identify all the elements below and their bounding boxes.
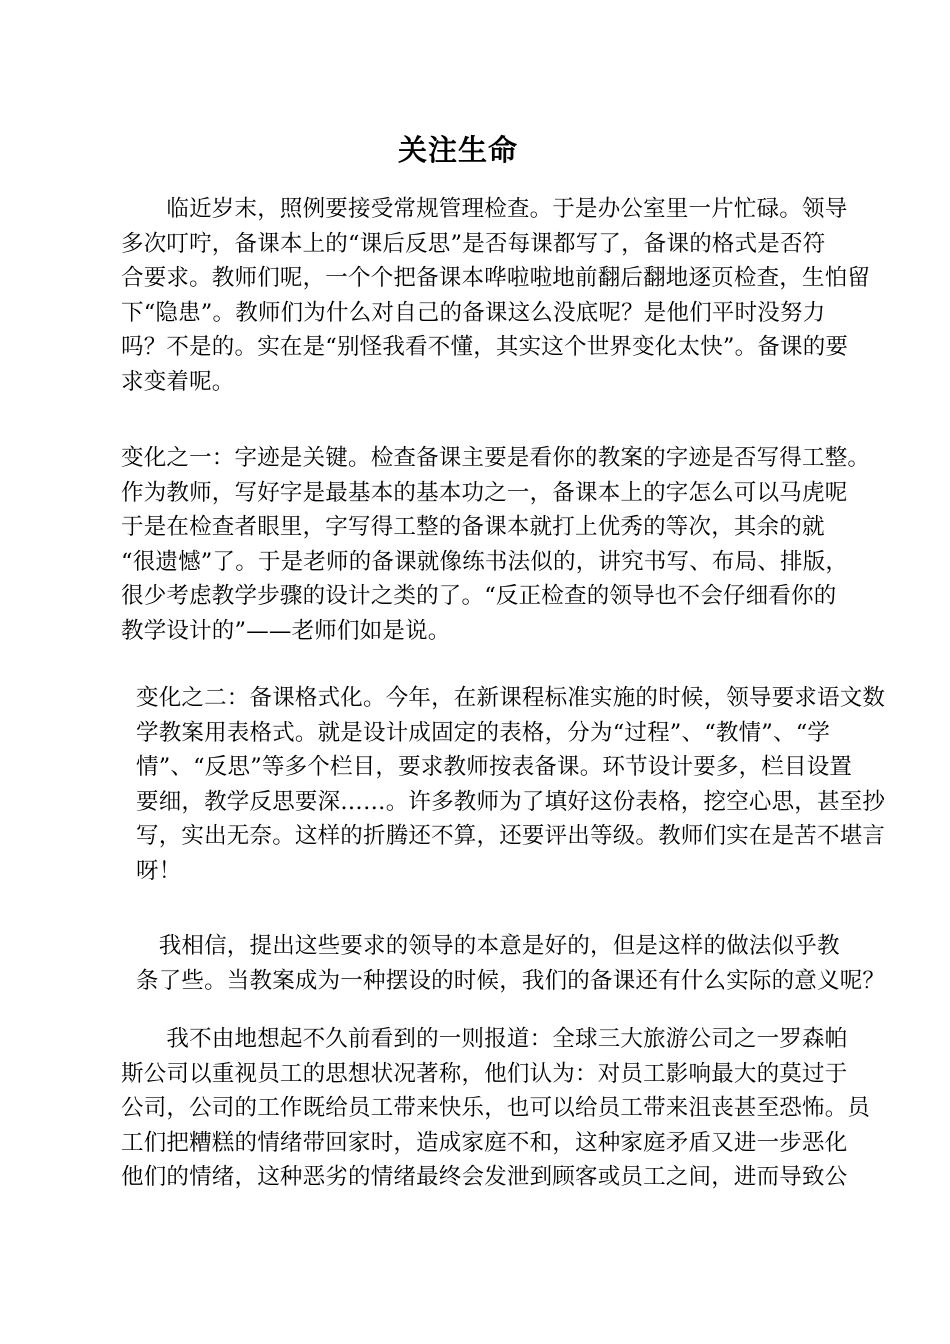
paragraph-report xyxy=(121,1022,870,1195)
text-line: 下“隐患”。教师们为什么对自己的备课这么没底呢？是他们平时没努力 xyxy=(121,299,826,326)
text-line: 斯公司以重视员工的思想状况著称，他们认为：对员工影响最大的莫过于 xyxy=(121,1060,848,1087)
text-line: 呀！ xyxy=(136,857,182,884)
paragraph-change-one xyxy=(121,441,870,649)
text-line: 条了些。当教案成为一种摆设的时候，我们的备课还有什么实际的意义呢？ xyxy=(136,967,886,994)
text-line: 多次叮咛，备课本上的“课后反思”是否每课都写了，备课的格式是否符 xyxy=(121,230,826,257)
text-line: 很少考虑教学步骤的设计之类的了。“反正检查的领导也不会仔细看你的 xyxy=(121,583,837,610)
text-line: 吗？不是的。实在是“别怪我看不懂，其实这个世界变化太快”。备课的要 xyxy=(121,334,849,361)
text-line: 变化之二：备课格式化。今年，在新课程标准实施的时候，领导要求语文数 xyxy=(136,685,886,711)
text-line: 情”、“反思”等多个栏目，要求教师按表备课。环节设计要多，栏目设置 xyxy=(136,754,853,781)
text-line: 工们把糟糕的情绪带回家时，造成家庭不和，这种家庭矛盾又进一步恶化 xyxy=(121,1129,848,1156)
text-line: 他们的情绪，这种恶劣的情绪最终会发泄到顾客或员工之间，进而导致公 xyxy=(121,1164,848,1191)
text-line: 教学设计的”——老师们如是说。 xyxy=(121,617,451,644)
text-line: 我不由地想起不久前看到的一则报道：全球三大旅游公司之一罗森帕 xyxy=(121,1026,848,1052)
text-line: 学教案用表格式。就是设计成固定的表格，分为“过程”、“教情”、“学 xyxy=(136,719,831,746)
text-line: 求变着呢。 xyxy=(121,368,235,395)
text-line: 作为教师，写好字是最基本的基本功之一，备课本上的字怎么可以马虎呢 xyxy=(121,479,848,506)
text-line: 于是在检查者眼里，字写得工整的备课本就打上优秀的等次，其余的就 xyxy=(121,514,825,541)
text-line: 公司，公司的工作既给员工带来快乐，也可以给员工带来沮丧甚至恐怖。员 xyxy=(121,1095,871,1122)
paragraph-change-two xyxy=(136,681,885,889)
document-title: 关注生命 xyxy=(397,133,518,167)
text-line: “很遗憾”了。于是老师的备课就像练书法似的，讲究书写、布局、排版， xyxy=(121,548,849,575)
text-line: 变化之一：字迹是关键。检查备课主要是看你的教案的字迹是否写得工整。 xyxy=(121,445,871,471)
text-line: 写，实出无奈。这样的折腾还不算，还要评出等级。教师们实在是苦不堪言 xyxy=(136,823,886,850)
text-line: 合要求。教师们呢，一个个把备课本哗啦啦地前翻后翻地逐页检查，生怕留 xyxy=(121,265,871,292)
text-line: 临近岁末，照例要接受常规管理检查。于是办公室里一片忙碌。领导 xyxy=(121,196,848,222)
paragraph-belief xyxy=(136,929,885,998)
text-line: 要细，教学反思要深……。许多教师为了填好这份表格，挖空心思，甚至抄 xyxy=(136,788,886,815)
text-line: 我相信，提出这些要求的领导的本意是好的，但是这样的做法似乎教 xyxy=(136,933,840,959)
paragraph-intro xyxy=(121,192,870,400)
